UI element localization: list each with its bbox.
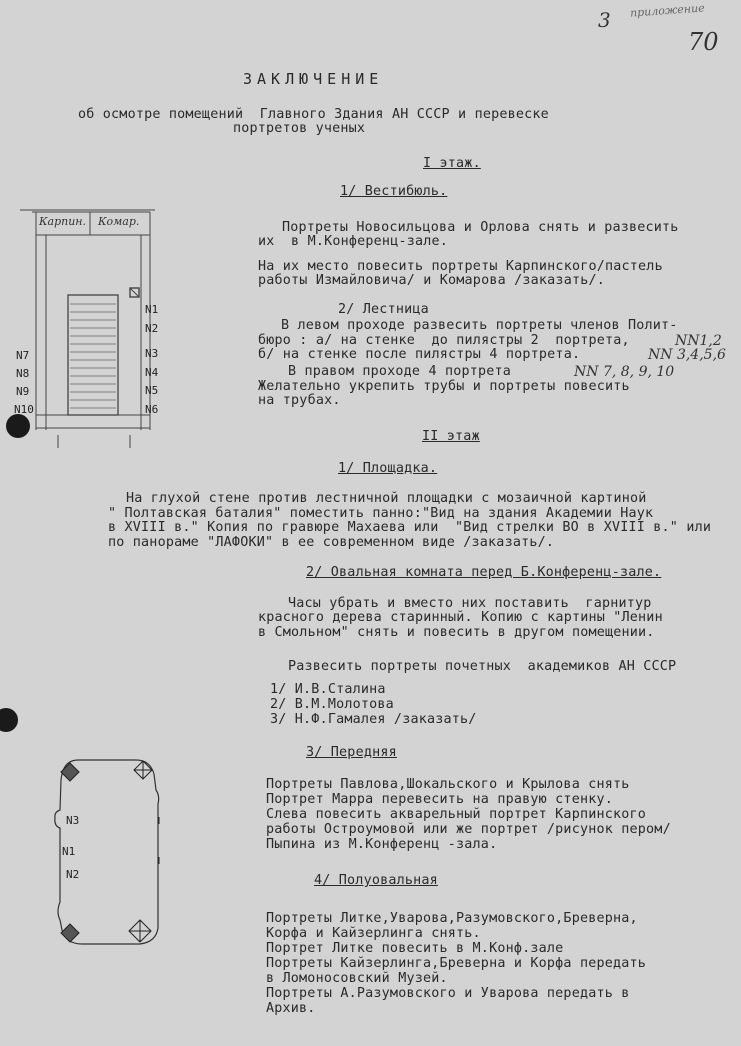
stairs-nums-3: NN 7, 8, 9, 10: [574, 364, 675, 380]
vestibule-text-2a: На их место повесить портреты Карпинского/пастель: [258, 259, 663, 274]
corner-markers: [61, 761, 159, 942]
semioval-line-2: Корфа и Кайзерлинга снять.: [266, 926, 481, 941]
landing-line-3: в XVIII в." Копия по гравюре Махаева или "Вид стрелки ВО в XVIII в." или: [108, 520, 712, 535]
handwritten-stamp: приложение: [629, 1, 706, 20]
section-stairs-heading: 2/ Лестница: [338, 302, 429, 317]
oval-plan-label-n3: N3: [66, 814, 80, 827]
vestibule-text-2b: работы Измайловича/ и Комарова /заказать/.: [258, 273, 605, 288]
semioval-line-7: Архив.: [266, 1001, 316, 1016]
oval-line-1: Часы убрать и вместо них поставить гарнитур: [288, 596, 652, 611]
landing-line-2: " Полтавская баталия" поместить панно:"Вид на здания Академии Наук: [108, 506, 654, 521]
hall-line-5: Пыпина из М.Конференц -зала.: [266, 837, 498, 852]
stairs-line-3: б/ на стенке после пилястры 4 портрета.: [258, 347, 581, 362]
hall-line-2: Портрет Марра перевесить на правую стенку.: [266, 792, 613, 807]
floor-2-heading: II этаж: [422, 429, 480, 444]
binding-hole-middle: [0, 708, 18, 732]
oval-plan-label-n1: N1: [62, 845, 76, 858]
stairs-line-5: Желательно укрепить трубы и портреты повесить: [258, 379, 630, 394]
plan-label-n10: N10: [14, 403, 34, 416]
oval-item-2: 2/ В.М.Молотова: [270, 697, 394, 712]
plan-label-n5: N5: [145, 384, 159, 397]
hall-line-3: Слева повесить акварельный портрет Карпинского: [266, 807, 647, 822]
oval-line-3: в Смольном" снять и повесить в другом помещении.: [258, 625, 655, 640]
document-title: ЗАКЛЮЧЕНИЕ: [243, 70, 384, 88]
subtitle-line-1: об осмотре помещений Главного Здания АН СССР и перевеске: [78, 107, 549, 122]
landing-line-4: по панораме "ЛАФОКИ" в ее современном виде /заказать/.: [108, 535, 555, 550]
plan-label-karpinsky: Карпин.: [39, 215, 87, 228]
stairs-line-2: бюро : а/ на стенке до пилястры 2 портрета,: [258, 333, 630, 348]
stairs-nums-2: NN 3,4,5,6: [648, 347, 726, 363]
plan-label-n8: N8: [16, 367, 30, 380]
plan-label-n2: N2: [145, 322, 159, 335]
plan-label-n4: N4: [145, 366, 159, 379]
oval-item-1: 1/ И.В.Сталина: [270, 682, 386, 697]
semioval-line-6: Портреты А.Разумовского и Уварова передать в: [266, 986, 630, 1001]
stairs-nums-1: NN1,2: [675, 333, 722, 349]
stairs-treads: [70, 304, 116, 408]
plan-label-n9: N9: [16, 385, 30, 398]
plan-label-n1: N1: [145, 303, 159, 316]
page-number: 3: [598, 8, 611, 32]
plan-label-n7: N7: [16, 349, 30, 362]
section-landing-heading: 1/ Площадка.: [338, 461, 438, 476]
section-hall-heading: 3/ Передняя: [306, 745, 397, 760]
vestibule-text-1a: Портреты Новосильцова и Орлова снять и развесить: [282, 220, 679, 235]
oval-item-3: 3/ Н.Ф.Гамалея /заказать/: [270, 712, 477, 727]
subtitle-line-2: портретов ученых: [233, 121, 366, 136]
landing-line-1: На глухой стене против лестничной площадки с мозаичной картиной: [126, 491, 647, 506]
oval-line-4: Развесить портреты почетных академиков АН СССР: [288, 659, 677, 674]
oval-line-2: красного дерева старинный. Копию с картины "Ленин: [258, 610, 663, 625]
floor-1-heading: I этаж.: [423, 156, 481, 171]
plan-label-n6: N6: [145, 403, 159, 416]
semioval-line-3: Портрет Литке повесить в М.Конф.зале: [266, 941, 564, 956]
vestibule-text-1b: их в М.Конференц-зале.: [258, 234, 449, 249]
stairs-line-1: В левом проходе развесить портреты членов Полит-: [281, 318, 678, 333]
section-vestibule-heading: 1/ Вестибюль.: [340, 184, 448, 199]
plan-label-komarov: Комар.: [98, 215, 140, 228]
hall-line-4: работы Остроумовой или же портрет /рисунок пером/: [266, 822, 671, 837]
section-oval-room-heading: 2/ Овальная комната перед Б.Конференц-зале.: [306, 565, 662, 580]
semioval-line-4: Портреты Кайзерлинга,Бреверна и Корфа передать: [266, 956, 647, 971]
semioval-line-5: в Ломоносовский Музей.: [266, 971, 448, 986]
stairs-line-6: на трубах.: [258, 393, 341, 408]
plan-label-n3: N3: [145, 347, 159, 360]
section-semioval-heading: 4/ Полуовальная: [314, 873, 438, 888]
hall-line-1: Портреты Павлова,Шокальского и Крылова снять: [266, 777, 630, 792]
semioval-line-1: Портреты Литке,Уварова,Разумовского,Бреверна,: [266, 911, 638, 926]
oval-plan-label-n2: N2: [66, 868, 80, 881]
folio-number: 70: [688, 28, 719, 56]
stairs-line-4: В правом проходе 4 портрета: [288, 364, 512, 379]
